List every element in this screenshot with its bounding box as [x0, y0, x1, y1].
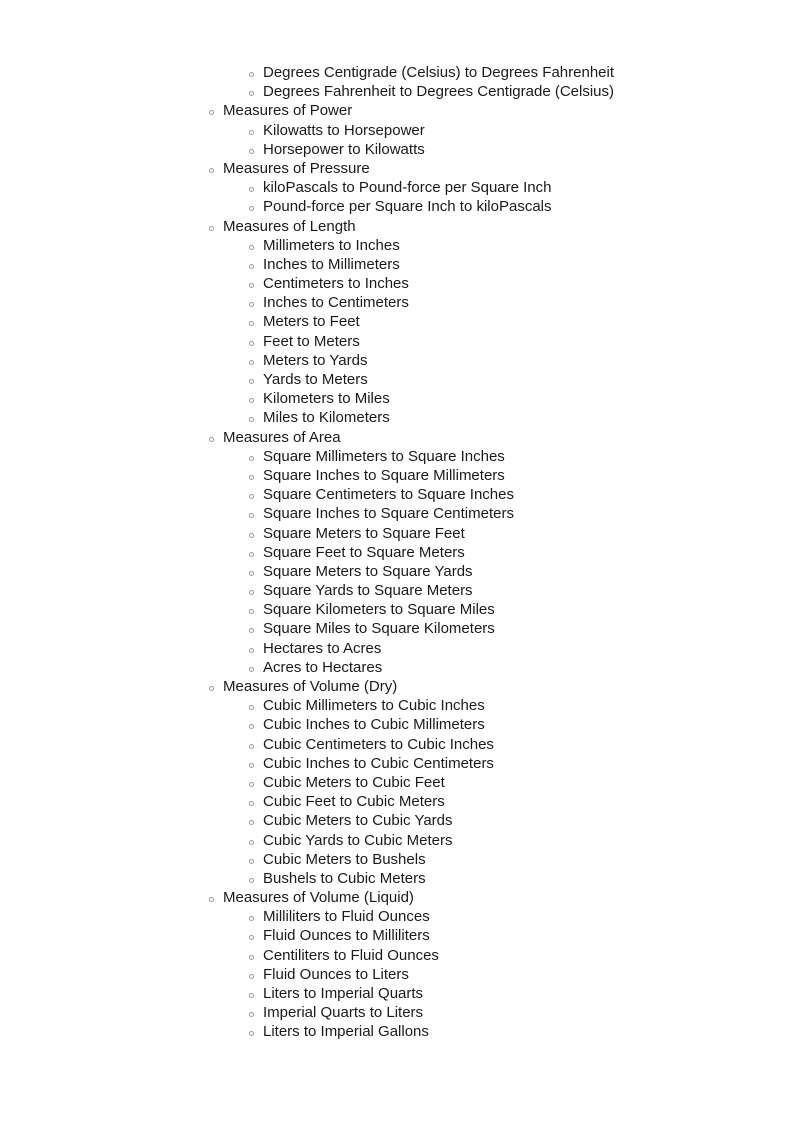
section-heading-label: Measures of Area [223, 428, 341, 446]
list-item-label: Square Yards to Square Meters [263, 582, 473, 600]
list-item-label: Milliliters to Fluid Ounces [263, 908, 430, 926]
bullet-icon [249, 609, 254, 614]
bullet-icon [249, 245, 254, 250]
list-item [0, 312, 794, 331]
list-item [0, 869, 794, 888]
list-item-label: Centiliters to Fluid Ounces [263, 946, 439, 964]
list-item-label: Cubic Meters to Cubic Feet [263, 773, 445, 791]
list-item-label: Cubic Centimeters to Cubic Inches [263, 735, 494, 753]
list-item-label: Cubic Meters to Cubic Yards [263, 812, 453, 830]
bullet-icon [249, 974, 254, 979]
section-heading-label: Measures of Volume (Liquid) [223, 889, 414, 907]
list-item [0, 926, 794, 945]
list-item-label: Square Miles to Square Kilometers [263, 620, 495, 638]
list-item-label: Fluid Ounces to Liters [263, 965, 409, 983]
list-item-label: Inches to Centimeters [263, 294, 409, 312]
bullet-icon [249, 341, 254, 346]
list-item-label: Acres to Hectares [263, 658, 383, 676]
bullet-icon [249, 264, 254, 269]
list-item-label: Centimeters to Inches [263, 275, 409, 293]
list-item [0, 735, 794, 754]
bullet-icon [249, 993, 254, 998]
list-item [0, 639, 794, 658]
bullet-icon [249, 782, 254, 787]
list-item [0, 178, 794, 197]
bullet-icon [249, 187, 254, 192]
bullet-icon [249, 820, 254, 825]
list-item-label: Square Feet to Square Meters [263, 543, 465, 561]
bullet-icon [249, 283, 254, 288]
bullet-icon [249, 744, 254, 749]
bullet-icon [249, 398, 254, 403]
list-item [0, 754, 794, 773]
bullet-icon [249, 379, 254, 384]
bullet-icon [249, 935, 254, 940]
list-item [0, 332, 794, 351]
list-item [0, 1022, 794, 1041]
bullet-icon [249, 648, 254, 653]
section-heading-item [0, 217, 794, 236]
section-heading-item [0, 428, 794, 447]
list-item-label: Cubic Inches to Cubic Centimeters [263, 754, 494, 772]
bullet-icon [209, 897, 214, 902]
list-item-label: Degrees Fahrenheit to Degrees Centigrade (Celsius) [263, 83, 615, 101]
list-item [0, 351, 794, 370]
list-item [0, 408, 794, 427]
list-item [0, 984, 794, 1003]
list-item-label: Liters to Imperial Quarts [263, 985, 424, 1002]
bullet-icon [209, 226, 214, 231]
bullet-icon [249, 705, 254, 710]
list-item-label: Horsepower to Kilowatts [263, 140, 425, 158]
bullet-icon [209, 168, 214, 173]
bullet-icon [249, 667, 254, 672]
conversion-outline [0, 63, 794, 1042]
list-item [0, 773, 794, 792]
bullet-icon [249, 206, 254, 211]
bullet-icon [249, 955, 254, 960]
section-heading-label: Measures of Pressure [223, 159, 370, 177]
list-item [0, 1003, 794, 1022]
list-item [0, 831, 794, 850]
list-item [0, 140, 794, 159]
bullet-icon [249, 763, 254, 768]
list-item-label: Liters to Imperial Gallons [263, 1023, 429, 1041]
section-heading-label: Measures of Power [223, 102, 353, 120]
section-heading-item [0, 888, 794, 907]
list-item-label: kiloPascals to Pound-force per Square Inch [263, 179, 552, 197]
list-item-label: Square Inches to Square Centimeters [263, 505, 514, 523]
bullet-icon [249, 475, 254, 480]
list-item-label: Yards to Meters [263, 371, 368, 388]
list-item-label: Degrees Centigrade (Celsius) to Degrees Fahrenheit [263, 64, 615, 81]
list-item-label: Kilometers to Miles [263, 390, 390, 408]
list-item-label: Inches to Millimeters [263, 255, 400, 273]
section-heading-item [0, 677, 794, 696]
bullet-icon [209, 686, 214, 691]
outline-list [0, 63, 794, 1042]
list-item [0, 63, 794, 82]
bullet-icon [249, 859, 254, 864]
list-item-label: Millimeters to Inches [263, 236, 400, 254]
bullet-icon [249, 149, 254, 154]
list-item [0, 907, 794, 926]
list-item [0, 562, 794, 581]
list-item [0, 619, 794, 638]
list-item [0, 696, 794, 715]
list-item [0, 82, 794, 101]
bullet-icon [249, 513, 254, 518]
bullet-icon [249, 130, 254, 135]
list-item [0, 965, 794, 984]
section-heading-label: Measures of Length [223, 217, 356, 235]
bullet-icon [249, 72, 254, 77]
list-item-label: Cubic Yards to Cubic Meters [263, 831, 453, 849]
list-item [0, 811, 794, 830]
bullet-icon [249, 801, 254, 806]
bullet-icon [249, 456, 254, 461]
bullet-icon [249, 494, 254, 499]
list-item-label: Cubic Meters to Bushels [263, 850, 426, 868]
bullet-icon [249, 878, 254, 883]
section-heading-label: Measures of Volume (Dry) [223, 678, 398, 695]
list-item-label: Square Inches to Square Millimeters [263, 466, 505, 484]
bullet-icon [249, 302, 254, 307]
list-item [0, 274, 794, 293]
list-item [0, 293, 794, 312]
list-item-label: Fluid Ounces to Milliliters [263, 927, 430, 945]
list-item-label: Square Kilometers to Square Miles [263, 601, 495, 619]
list-item [0, 370, 794, 389]
bullet-icon [249, 533, 254, 538]
bullet-icon [249, 916, 254, 921]
list-item-label: Meters to Yards [263, 351, 368, 369]
list-item-label: Hectares to Acres [263, 639, 382, 657]
list-item-label: Square Meters to Square Yards [263, 562, 473, 580]
bullet-icon [209, 110, 214, 115]
bullet-icon [249, 840, 254, 845]
list-item [0, 600, 794, 619]
list-item-label: Square Centimeters to Square Inches [263, 486, 514, 504]
list-item [0, 197, 794, 216]
bullet-icon [209, 437, 214, 442]
list-item-label: Bushels to Cubic Meters [263, 869, 426, 887]
section-heading-item [0, 101, 794, 120]
bullet-icon [249, 1031, 254, 1036]
list-item [0, 658, 794, 677]
list-item [0, 543, 794, 562]
bullet-icon [249, 91, 254, 96]
list-item-label: Cubic Millimeters to Cubic Inches [263, 697, 485, 715]
bullet-icon [249, 321, 254, 326]
list-item-label: Square Millimeters to Square Inches [263, 447, 505, 465]
list-item-label: Square Meters to Square Feet [263, 524, 465, 542]
bullet-icon [249, 571, 254, 576]
list-item-label: Cubic Feet to Cubic Meters [263, 793, 445, 811]
list-item-label: Miles to Kilometers [263, 409, 390, 427]
bullet-icon [249, 417, 254, 422]
bullet-icon [249, 552, 254, 557]
list-item-label: Imperial Quarts to Liters [263, 1004, 424, 1022]
list-item [0, 389, 794, 408]
list-item [0, 504, 794, 523]
list-item [0, 792, 794, 811]
list-item [0, 447, 794, 466]
list-item [0, 255, 794, 274]
bullet-icon [249, 1012, 254, 1017]
list-item-label: Feet to Meters [263, 332, 360, 350]
list-item-label: Cubic Inches to Cubic Millimeters [263, 716, 485, 734]
list-item [0, 581, 794, 600]
list-item-label: Kilowatts to Horsepower [263, 121, 425, 139]
list-item [0, 715, 794, 734]
list-item [0, 850, 794, 869]
list-item [0, 946, 794, 965]
list-item-label: Meters to Feet [263, 313, 360, 331]
list-item [0, 466, 794, 485]
list-item [0, 485, 794, 504]
bullet-icon [249, 628, 254, 633]
bullet-icon [249, 590, 254, 595]
section-heading-item [0, 159, 794, 178]
list-item [0, 524, 794, 543]
list-item [0, 236, 794, 255]
list-item-label: Pound-force per Square Inch to kiloPascals [263, 198, 552, 216]
bullet-icon [249, 724, 254, 729]
bullet-icon [249, 360, 254, 365]
list-item [0, 121, 794, 140]
